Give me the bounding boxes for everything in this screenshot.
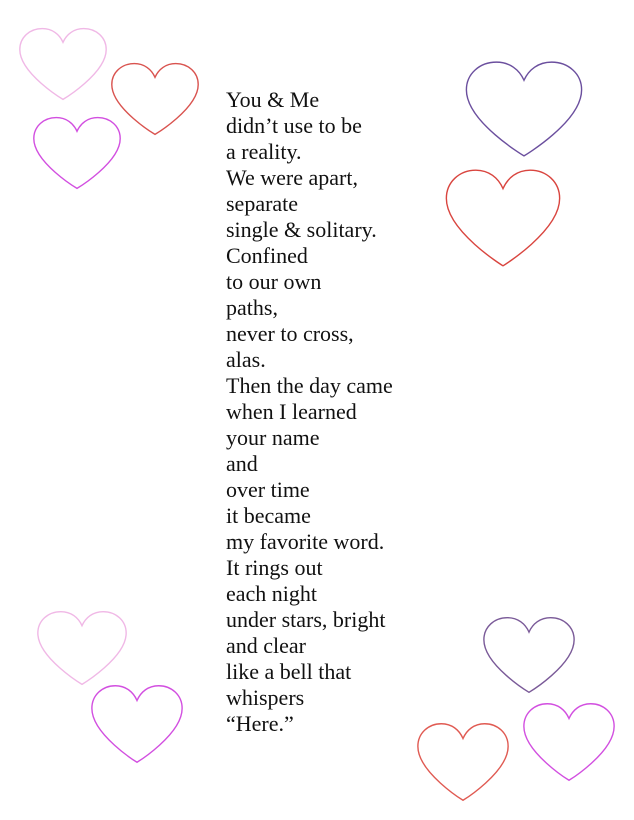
poem-line: paths, (226, 295, 278, 320)
heart-icon (524, 704, 614, 781)
poem-line: to our own (226, 269, 322, 294)
poem-line: over time (226, 477, 310, 502)
poem-line: alas. (226, 347, 266, 372)
poem-line: single & solitary. (226, 217, 377, 242)
heart-icon (484, 618, 574, 693)
poem-line: it became (226, 503, 311, 528)
heart-icon (20, 29, 106, 100)
poem-line: when I learned (226, 399, 357, 424)
poem-line: my favorite word. (226, 529, 385, 554)
poem-line: like a bell that (226, 659, 352, 684)
poem-line: whispers (226, 685, 305, 710)
heart-icon (446, 170, 559, 266)
poem-line: You & Me (226, 87, 320, 112)
poem-line: didn’t use to be (226, 113, 362, 138)
poem-line: “Here.” (226, 711, 294, 736)
heart-icon (38, 612, 126, 685)
poem-line: Confined (226, 243, 308, 268)
poem-line: your name (226, 425, 320, 450)
poem-line: each night (226, 581, 318, 606)
heart-icon (34, 118, 120, 189)
poem-line: separate (226, 191, 299, 216)
poem-line: It rings out (226, 555, 323, 580)
heart-icon (418, 724, 508, 801)
poem-line: a reality. (226, 139, 302, 164)
poem-line: never to cross, (226, 321, 354, 346)
heart-icon (466, 62, 581, 156)
poem-line: Then the day came (226, 373, 393, 398)
poem-line: under stars, bright (226, 607, 386, 632)
heart-icon (112, 64, 198, 135)
heart-icon (92, 686, 182, 763)
poem (226, 87, 393, 737)
poem-line: We were apart, (226, 165, 358, 190)
poem-line: and clear (226, 633, 306, 658)
poem-line: and (226, 451, 258, 476)
